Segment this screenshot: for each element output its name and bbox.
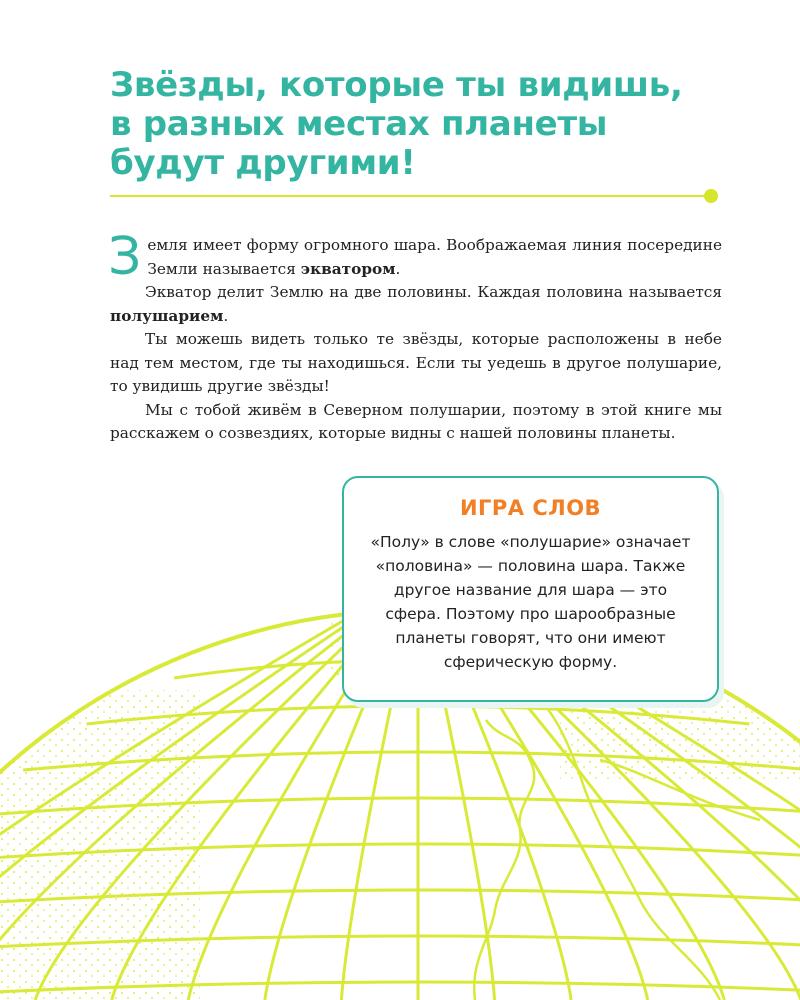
paragraph-2-end: . (223, 306, 229, 325)
title-line-3: будут другими! (110, 143, 416, 183)
callout-text: «Полу» в слове «полушарие» означает «половина» — половина шара. Также другое название для шара — это сфера. Поэтому про шарообразные планеты говорят, что они имеют сферическую форму. (370, 533, 691, 671)
word-play-callout (342, 476, 719, 702)
title-divider (110, 195, 712, 197)
term-hemisphere: полушарием (110, 306, 224, 325)
body-text (108, 227, 722, 446)
drop-cap: З (108, 227, 142, 287)
paragraph-2 (110, 281, 722, 328)
title-line-1: Звёзды, которые ты видишь, (110, 65, 683, 105)
paragraph-1 (108, 227, 722, 287)
term-equator: экватором (300, 259, 396, 278)
divider-dot (704, 189, 718, 203)
paragraph-1-text: емля имеет форму огромного шара. Воображаемая линия посередине Земли называется (147, 236, 722, 278)
callout-title: ИГРА СЛОВ (459, 496, 602, 520)
paragraph-2-text: Экватор делит Землю на две половины. Каждая половина называется (145, 283, 722, 301)
paragraph-4: Мы с тобой живём в Северном полушарии, поэтому в этой книге мы расскажем о созвездиях, которые видны с нашей половины планеты. (110, 400, 722, 442)
paragraph-1-end: . (395, 259, 401, 278)
title-line-2: в разных местах планеты (110, 104, 608, 144)
paragraph-3: Ты можешь видеть только те звёзды, которые расположены в небе над тем местом, где ты находишься. Если ты уедешь в другое полушарие, то увидишь другие звёзды! (110, 330, 722, 395)
page-title (110, 66, 750, 183)
